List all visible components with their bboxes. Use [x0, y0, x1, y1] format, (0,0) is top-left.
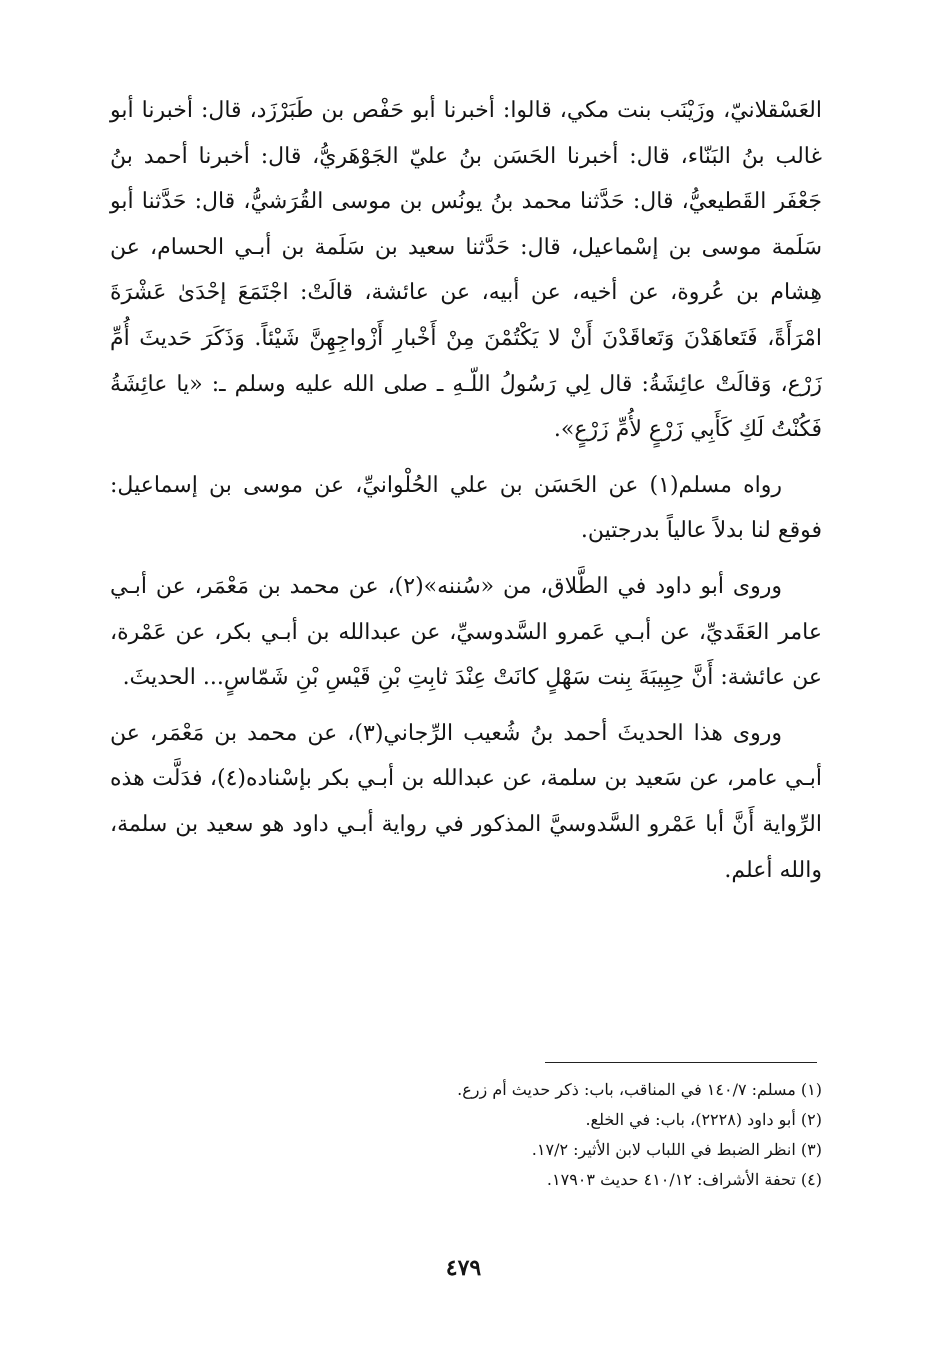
footnotes: [110, 1075, 822, 1195]
footnote-1: (١) مسلم: ١٤٠/٧ في المناقب، باب: ذكر حديث أم زرع.: [457, 1080, 822, 1099]
footnote-separator: [545, 1062, 817, 1063]
page-number: ٤٧٩: [445, 1255, 482, 1281]
main-text: [110, 88, 822, 893]
paragraph-1: العَسْقلانيّ، وزَيْنَب بنت مكي، قالوا: أخبرنا أبو حَفْص بن طَبَرْزَد، قال: أخبرنا أبو غالب بنُ البَنّاء، قال: أخبرنا الحَسَن بنُ عليّ الجَوْهَريُّ، قال: أخبرنا أحمد بنُ جَعْفَر القَطيعيُّ، قال: حَدَّثنا محمد بنُ يونُس بن موسى القُرَشيُّ، قال: حَدَّثنا أبو سَلَمة موسى بن إسْماعيل، قال: حَدَّثنا سعيد بن سَلَمة بن أبـي الحسام، عن هِشام بن عُروة، عن أخيه، عن أبيه، عن عائشة، قالَتْ: اجْتَمَعَ إحْدَىٰ عَشْرَةَ امْرَأَةً، فَتَعاهَدْنَ وَتَعاقَدْنَ أَنْ لا يَكْتُمْنَ مِنْ أَخْبارِ أَزْواجِهِنَّ شَيْئاً. وَذَكَرَ حَديثَ أُمِّ زَرْع، وَقالَتْ عائِشَةُ: قال لِي رَسُولُ اللّـهِ ـ صلى الله عليه وسلم ـ: «يا عائِشَةُ فَكُنْتُ لَكِ كَأَبِي زَرْعٍ لأُمِّ زَرْعٍ».: [110, 98, 822, 443]
footnote-4: (٤) تحفة الأشراف: ٤١٠/١٢ حديث ١٧٩٠٣.: [546, 1170, 822, 1189]
footnote-2: (٢) أبو داود (٢٢٢٨)، باب: في الخلع.: [585, 1110, 822, 1129]
footnote-3: (٣) انظر الضبط في اللباب لابن الأثير: ١٧/٢.: [531, 1140, 822, 1159]
paragraph-3: وروى أبو داود في الطَّلاق، من «سُننه»(٢)، عن محمد بن مَعْمَر، عن أبـي عامر العَقَديِّ، عن أبـي عَمرو السَّدوسيِّ، عن عبدالله بن أبـي بكر، عن عَمْرة، عن عائشة: أَنَّ حِبِيبَةَ بِنت سَهْلٍ كانَتْ عِنْدَ ثابِتِ بْنِ قَيْسِ بْنِ شَمّاسٍ... الحديثَ.: [110, 573, 822, 691]
paragraph-2: رواه مسلم(١) عن الحَسَن بن علي الحُلْوانيِّ، عن موسى بن إسماعيل: فوقع لنا بدلاً عالياً بدرجتين.: [110, 472, 822, 544]
paragraph-4: وروى هذا الحديثَ أحمد بنُ شُعيب الرِّجاني(٣)، عن محمد بن مَعْمَر، عن أبـي عامر، عن سَعيد بن سلمة، عن عبدالله بن أبـي بكر بإسْناده(٤)، فدَلَّت هذه الرِّواية أَنَّ أبا عَمْرو السَّدوسيَّ المذكور في رواية أبـي داود هو سعيد بن سلمة، والله أعلم.: [110, 720, 822, 883]
